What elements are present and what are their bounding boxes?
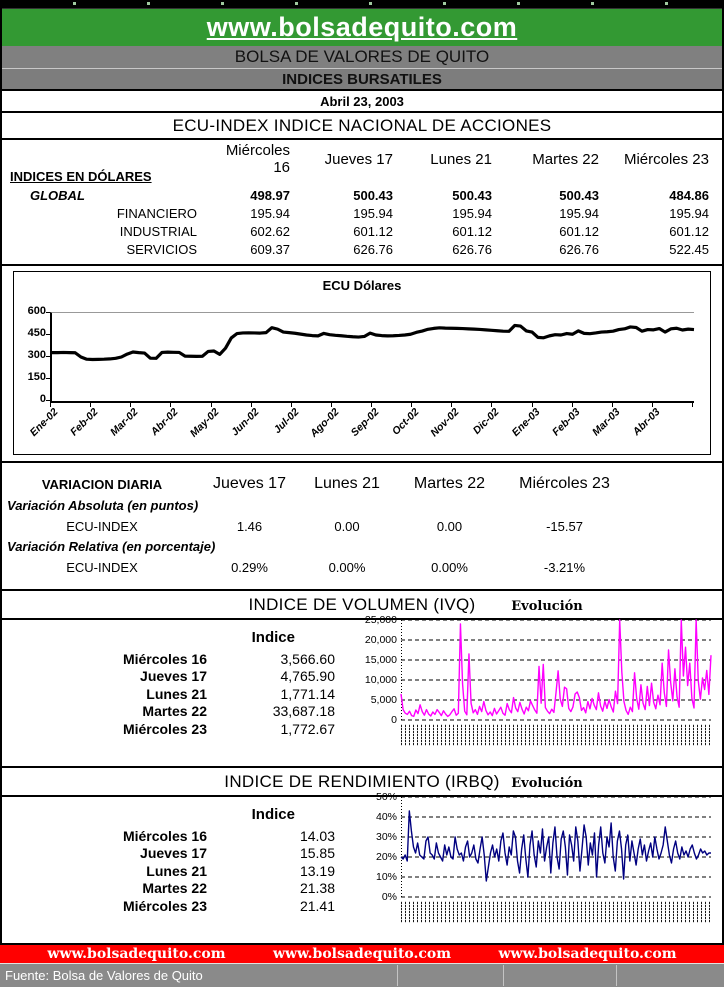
y-tick-label: 25,000 [364,614,397,626]
y-tick-label: 10,000 [364,674,397,686]
col-header-day: Miércoles 16 [225,142,290,176]
ecu-x-tick-label: Mar-02 [108,406,141,439]
variation-absolute-row: ECU-INDEX 1.46 0.00 0.00 -15.57 [66,519,583,534]
col-header-day: Jueves 17 [213,475,286,492]
footer-url-link[interactable]: www.bolsadequito.com [47,946,226,962]
ecu-table-header-row [6,142,718,176]
col-header-day: Lunes 21 [430,150,492,168]
irbq-section-title: INDICE DE RENDIMIENTO (IRBQ) [2,768,722,797]
ecu-x-tick-label: Dic-02 [471,406,502,437]
col-header-day: Miércoles 23 [623,150,709,168]
table-row: Miércoles 16 14.03 [122,827,335,844]
table-row: Martes 22 33,687.18 [142,703,335,720]
ecu-x-tick-label: Ene-03 [509,406,542,439]
ecu-index-table [2,140,722,264]
ivq-section-title: INDICE DE VOLUMEN (IVQ) [2,591,722,620]
col-header-day: Jueves 17 [324,150,393,168]
col-header-day: Miércoles 23 [519,475,610,492]
variation-absolute-label: Variación Absoluta (en puntos) [7,498,199,513]
ecu-y-tick [46,378,50,379]
ecu-y-tick [46,334,50,335]
col-header-day: Martes 22 [413,475,486,492]
ecu-x-tick-label: Oct-02 [390,406,422,438]
footer-cell-divider [503,965,504,986]
ivq-chart-plot-area [401,620,711,720]
y-tick-label: 0 [391,714,397,726]
irbq-evolution-chart [357,776,713,926]
ecu-y-tick-label: 450 [27,327,46,339]
ivq-line-series [401,620,711,720]
ecu-x-tick-label: Abr-03 [630,406,663,439]
ecu-y-tick-label: 600 [27,305,46,317]
ecu-x-tick-label: Nov-02 [428,406,462,440]
site-url-link[interactable]: www.bolsadequito.com [206,12,518,42]
ecu-y-tick [46,312,50,313]
variation-relative-label: Variación Relativa (en porcentaje) [7,539,216,554]
ecu-y-tick [46,356,50,357]
table-row: Jueves 17 15.85 [140,845,335,862]
y-tick-label: 40% [375,811,397,823]
irbq-chart-plot-area [401,797,711,897]
ecu-y-tick [46,400,50,401]
table-row-industrial: INDUSTRIAL 602.62 601.12 601.12 601.12 601.12 [119,223,709,239]
ecu-x-tick-label: Mar-03 [589,406,623,439]
y-tick-label: 20,000 [364,634,397,646]
ecu-x-tick-label: Jun-02 [228,406,262,439]
footer-url-link[interactable]: www.bolsadequito.com [498,946,677,962]
ecu-y-tick-label: 300 [27,349,46,361]
ecu-y-tick-label: 0 [39,393,46,405]
site-header-band [2,8,722,46]
ecu-index-section-title: ECU-INDEX INDICE NACIONAL DE ACCIONES [2,111,722,140]
table-row: Miércoles 23 1,772.67 [122,720,335,737]
ecu-x-tick [692,403,693,407]
y-tick-label: 15,000 [364,654,397,666]
table-row-global: GLOBAL 498.97 500.43 500.43 500.43 484.86 [30,187,709,203]
report-subtitle: INDICES BURSATILES [2,68,722,89]
variation-title: VARIACION DIARIA [41,476,163,492]
ecu-line-series [52,313,694,401]
ecu-x-tick-label: Ago-02 [307,406,342,440]
variation-relative-row: ECU-INDEX 0.29% 0.00% 0.00% -3.21% [66,560,586,575]
variation-header-row [2,473,722,495]
y-tick-label: 30% [375,831,397,843]
ecu-y-tick-label: 150 [27,371,46,383]
top-ruler-strip [2,0,722,8]
chart-title: Evolución [511,776,583,791]
ecu-x-tick-label: Feb-02 [68,406,101,439]
table-row: Miércoles 23 21.41 [122,897,335,914]
variation-section [2,461,722,589]
irbq-section [2,766,722,943]
y-tick-label: 0% [381,891,397,903]
footer-url-bar [0,943,724,963]
y-tick-label: 50% [375,791,397,803]
irbq-line-series [401,797,711,897]
footer-url-link[interactable]: www.bolsadequito.com [272,946,452,962]
table-row: Miércoles 16 3,566.60 [122,650,335,667]
ivq-table [52,629,337,738]
ecu-chart-plot-area [50,312,694,403]
irbq-x-axis-labels-illegible [401,901,711,923]
footer-cell-divider [397,965,398,986]
ecu-x-tick-label: Jul-02 [271,406,302,436]
col-header-day: Martes 22 [532,150,599,168]
y-tick-label: 20% [375,851,397,863]
table-row-servicios: SERVICIOS 609.37 626.76 626.76 626.76 522.45 [126,241,709,257]
ecu-x-tick-label: May-02 [187,406,221,440]
col-header-day: Lunes 21 [314,475,380,492]
y-tick-label: 10% [375,871,397,883]
chart-title: Evolución [511,599,583,614]
table-row: Lunes 21 13.19 [146,862,335,879]
table-row: Lunes 21 1,771.14 [146,685,335,702]
ivq-section [2,589,722,766]
ivq-evolution-chart [357,599,713,749]
table-row-financiero: FINANCIERO 195.94 195.94 195.94 195.94 195.94 [116,205,709,221]
irbq-table [52,806,337,915]
ecu-x-tick-label: Feb-03 [549,406,583,439]
ecu-x-tick-label: Ene-02 [27,406,61,439]
footer-source-bar [0,963,724,987]
y-tick-label: 5,000 [370,694,397,706]
ecu-x-tick-label: Abr-02 [148,406,181,439]
ecu-dolares-chart [13,271,711,455]
ecu-x-tick-label: Sep-02 [348,406,382,439]
chart-title: ECU Dólares [322,278,402,293]
org-title: BOLSA DE VALORES DE QUITO [2,46,722,68]
group-label-indices-dolares: INDICES EN DÓLARES [10,169,152,184]
ecu-chart-section [2,264,722,461]
ivq-col-header: Indice [251,629,295,646]
irbq-col-header: Indice [251,806,295,823]
ivq-x-axis-labels-illegible [401,724,711,746]
table-row: Jueves 17 4,765.90 [140,668,335,685]
footer-cell-divider [616,965,617,986]
report-date: Abril 23, 2003 [2,89,722,111]
table-row: Martes 22 21.38 [142,880,335,897]
source-label: Fuente: Bolsa de Valores de Quito [5,968,203,983]
